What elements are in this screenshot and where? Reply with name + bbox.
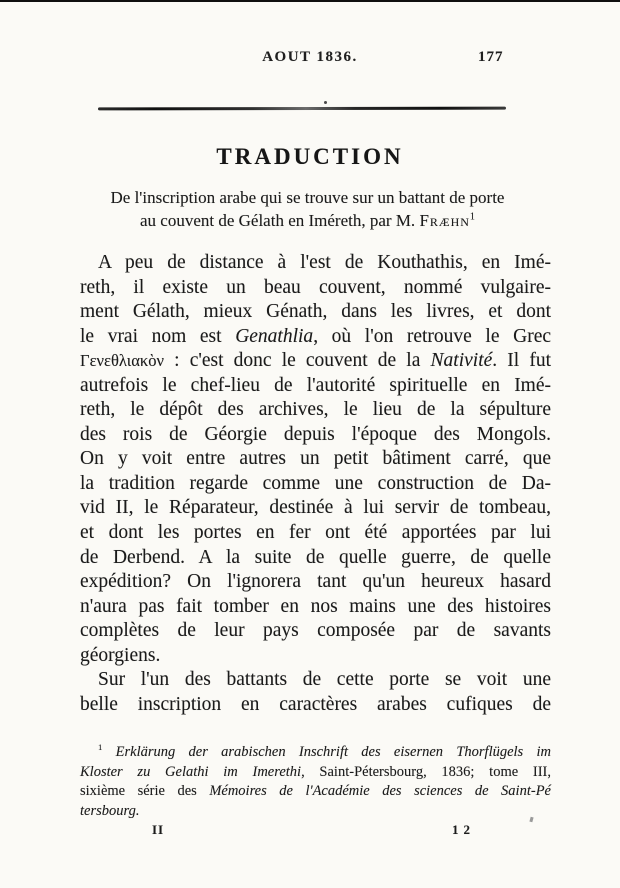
text-line: complètes de leur pays composée par de savants: [80, 620, 551, 642]
text-line: de Derbend. A la suite de quelle guerre, de quelle: [80, 546, 551, 568]
text-line: tersbourg.: [80, 802, 140, 819]
text-line: belle inscription en caractères arabes cufiques de: [80, 693, 551, 715]
text-line: autrefois le chef-lieu de l'autorité spirituelle en Imé-: [80, 374, 551, 396]
text-line: ment Gélath, mieux Génath, dans les livres, et dont: [80, 301, 551, 323]
text-line: et dont les portes en fer ont été apportées par lui: [80, 522, 551, 544]
body-text: [80, 251, 551, 717]
text-line: le vrai nom est Genathlia, où l'on retrouve le Grec: [80, 325, 551, 347]
text-line: n'aura pas fait tomber en nos mains une des histoires: [80, 595, 551, 617]
text-line: reth, il existe un beau couvent, nommé vulgaire-: [80, 276, 551, 298]
scan-top-edge: [0, 0, 620, 2]
text-line: On y voit entre autres un petit bâtiment carré, que: [80, 448, 551, 470]
text-line: Sur l'un des battants de cette porte se voit une: [98, 669, 551, 691]
text-line: des rois de Géorgie depuis l'époque des Mongols.: [80, 423, 551, 445]
ink-speck-artifact: [324, 101, 327, 104]
signature-mark-left: II: [152, 822, 165, 837]
text-line: géorgiens.: [80, 644, 161, 666]
article-title: TRADUCTION: [216, 144, 404, 169]
text-line: Kloster zu Gelathi im Imerethi, Saint-Pétersbourg, 1836; tome III,: [80, 763, 551, 780]
article-subtitle: [75, 186, 540, 232]
text-line: $^1$ Erklärung der arabischen Inschrift des eisernen Thorflügels im: [98, 742, 551, 760]
text-line: sixième série des Mémoires de l'Académie des sciences de Saint-Pé: [80, 783, 551, 800]
page-number: 177: [478, 49, 504, 65]
header-rule: [98, 107, 506, 111]
text-line: Γενεθλιακὸν : c'est donc le couvent de la Nativité. Il fut: [80, 350, 552, 372]
text-line: expédition? On l'ignorera tant qu'un heureux hasard: [80, 571, 551, 593]
footer-marks: [0, 822, 620, 840]
text-line: vid II, le Réparateur, destinée à lui servir de tombeau,: [80, 497, 551, 519]
text-line: A peu de distance à l'est de Kouthathis, en Imé-: [98, 252, 551, 273]
text-line: la tradition regarde comme une construction de Da-: [80, 472, 551, 494]
text-line: reth, le dépôt des archives, le lieu de la sépulture: [80, 399, 551, 421]
text-line: De l'inscription arabe qui se trouve sur un battant de porte: [110, 188, 505, 207]
text-line: au couvent de Gélath en Iméreth, par M. Fræhn$^1$: [139, 211, 475, 230]
page-header: [0, 49, 620, 69]
footnote: [80, 743, 551, 821]
running-head: AOUT 1836.: [262, 49, 358, 65]
signature-mark-right: 12: [452, 822, 475, 837]
